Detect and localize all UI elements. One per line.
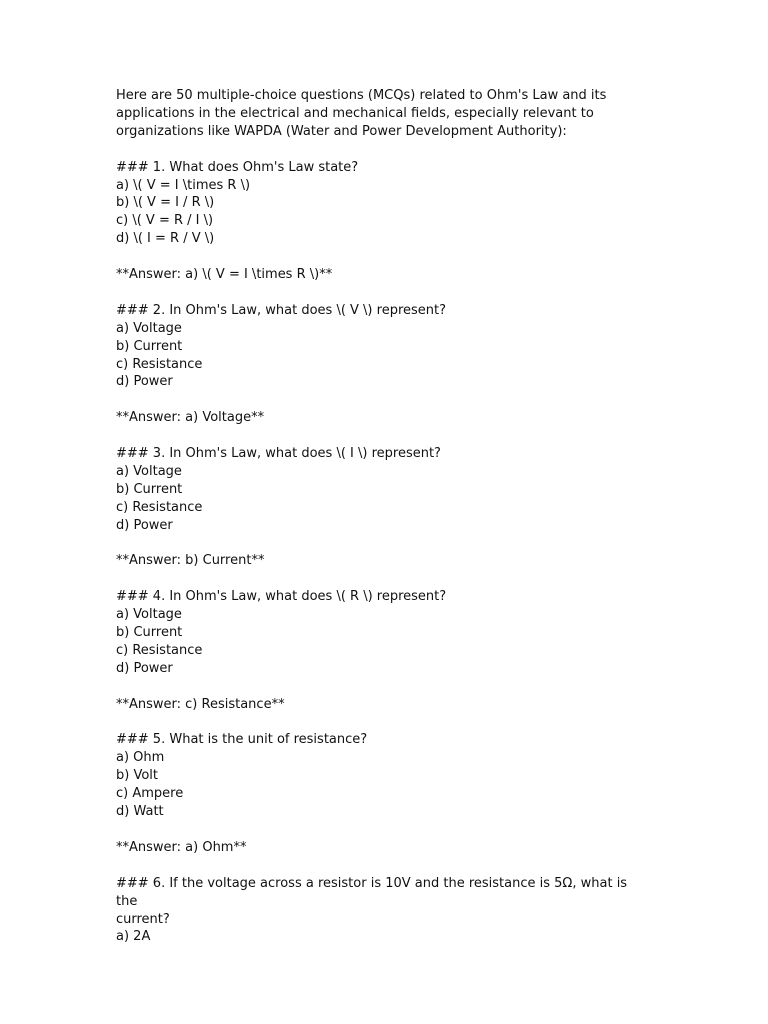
question-option: c) \( V = R / I \) xyxy=(116,213,214,229)
question-option: d) \( I = R / V \) xyxy=(116,231,215,247)
question-option: d) Power xyxy=(116,374,173,390)
question-heading: ### 5. What is the unit of resistance? xyxy=(116,732,368,748)
intro-line: applications in the electrical and mechanical fields, especially relevant to xyxy=(116,105,594,121)
question-option: c) Resistance xyxy=(116,356,203,372)
question-option: b) Current xyxy=(116,338,183,354)
question-option: c) Ampere xyxy=(116,786,184,802)
intro-line: organizations like WAPDA (Water and Power Development Authority): xyxy=(116,123,567,139)
document-page xyxy=(116,87,636,946)
question-option: b) \( V = I / R \) xyxy=(116,195,215,211)
question-option: a) Voltage xyxy=(116,463,182,479)
question-option: b) Volt xyxy=(116,768,159,784)
question-option: a) \( V = I \times R \) xyxy=(116,177,251,193)
question-heading: ### 1. What does Ohm's Law state? xyxy=(116,159,359,175)
question-option: d) Power xyxy=(116,660,173,676)
question-heading-continued: current? xyxy=(116,911,170,927)
answer-line: **Answer: a) \( V = I \times R \)** xyxy=(116,267,333,283)
question-option: a) Voltage xyxy=(116,320,182,336)
answer-line: **Answer: b) Current** xyxy=(116,553,265,569)
intro-line: Here are 50 multiple-choice questions (MCQs) related to Ohm's Law and its xyxy=(116,88,607,103)
question-option: c) Resistance xyxy=(116,642,203,658)
answer-line: **Answer: a) Ohm** xyxy=(116,839,247,855)
question-option: d) Power xyxy=(116,517,173,533)
question-heading: ### 3. In Ohm's Law, what does \( I \) represent? xyxy=(116,446,441,462)
answer-line: **Answer: a) Voltage** xyxy=(116,410,265,426)
question-option: b) Current xyxy=(116,481,183,497)
question-heading: ### 2. In Ohm's Law, what does \( V \) represent? xyxy=(116,302,447,318)
question-option: c) Resistance xyxy=(116,499,203,515)
question-option: a) Voltage xyxy=(116,607,182,623)
question-option: d) Watt xyxy=(116,804,164,820)
answer-line: **Answer: c) Resistance** xyxy=(116,696,285,712)
question-option: a) Ohm xyxy=(116,750,165,766)
question-heading: ### 4. In Ohm's Law, what does \( R \) represent? xyxy=(116,589,447,605)
question-option: a) 2A xyxy=(116,929,151,945)
question-heading: ### 6. If the voltage across a resistor is 10V and the resistance is 5Ω, what is the xyxy=(116,875,632,909)
question-option: b) Current xyxy=(116,625,183,641)
